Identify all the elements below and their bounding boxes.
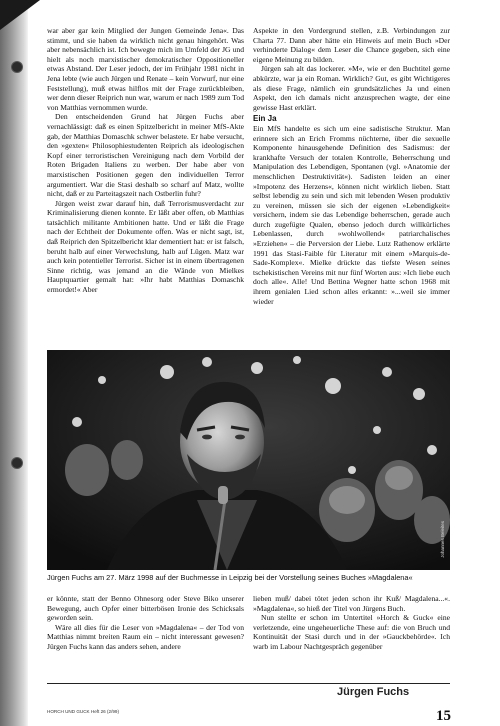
photo-credit: Johannes Beleites — [440, 521, 445, 558]
paragraph: Aspekte in den Vordergrund stellen, z.B. Verbindungen zur Charta 77. Dann aber hätte ein Hinweis auf mein Buch »Der verhinderte Dialog« dem Leser die Chance gegeben, sich eine eigene Meinung zu bilden. — [253, 26, 450, 64]
scan-edge-shadow — [0, 0, 28, 726]
right-column-top — [253, 26, 450, 306]
paragraph: Wäre all dies für die Leser von »Magdalena« – der Tod von Matthias nimmt breiten Raum ein – nicht interessant gewesen? Jürgen Fuchs kann das anders sehen, andere — [47, 622, 244, 651]
paragraph: lieben muß/ dabei tötet jeden schon ihr Kuß/ Magdalena...«. »Magdalena«, so hieß der Titel von Jürgens Buch. — [253, 594, 450, 613]
paragraph: Den entscheidenden Grund hat Jürgen Fuchs aber vernachlässigt: daß es einen Spitzelbericht in meiner MfS-Akte gab, der Matthias Domaschk schwer belastete. Er habe versucht, den »gexten« Philosophiestudenten Reiprich als ideologischen Kopf einer terroristischen Vereinigung nach dem Vorbild der Roten Brigaden Italiens zu werben. Der habe aber von marxistischen Positionen gegen den individuellen Terror argumentiert. War die Stasi deshalb so scharf auf Matz, wollte nicht, daß er zu Parteitagszeit nach Ostberlin fuhr? — [47, 112, 244, 199]
photo-illustration — [47, 350, 450, 570]
paragraph: Ein MfS handelte es sich um eine sadistische Struktur. Man erinnere sich an Erich Fromms nüchterne, über die sexuelle Komponente hinausgehende Definition des Sadismus: der krankhafte Versuch der totalen Kontrolle, Beherrschung und Manipulation des Lebendigen, Spontanen (vgl. »Anatomie der menschlichen Destruktivität«). Sadisten leiden an einer »Impotenz des Herzens«, können nicht wirklich lieben. Statt selbst lebendig zu sein und sich mit lebenden Wesen produktiv zu vereinen, müssen sie sich der eigenen »Lebendigkeit« versichern, indem sie das Lebendige beherrschen, gerade auch durch zugefügte Qualen, ebenso jedoch durch willkürliches Lebenlassen, durch »wohlwollend« patriarchalisches »Erziehen« – die Perversion der Liebe. Lutz Rathenow erklärte 1991 das Stasi-Faible für Literatur mit einem »Marquis-de-Sade-Komplex«. Mielke drückte das tiefste Wesen seines tschekistischen Vereins mit nur fünf Worten aus: »Ich liebe euch doch alle«. Alle! Und Bettina Wegner hatte schon 1968 mit ihrem genialen Lied schon alles erkannt: »...weil sie immer wieder — [253, 123, 450, 306]
punch-hole — [12, 62, 22, 72]
punch-hole — [12, 458, 22, 468]
paragraph: Jürgen weist zwar darauf hin, daß Terrorismusverdacht zur Kriminalisierung dienen konnte. Er läßt aber offen, ob Matthias tatsächlich militante Ambitionen hatte. Und er läßt die Frage nach der Echtheit der Dokumente offen. Was er nicht sagt, ist, daß Reiprich den Spitzelbericht klar dementiert hat: er ist falsch, beruht halb auf einer Verwechslung, halb auf Lügen. Matz war auch kein potentieller Terrorist. Sicher ist in einem übertragenen Sinne richtig, was jemand an die Wände von Mielkes Hauptquartier gemalt hat: »Ihr habt Matthias Domaschk ermordet!« Aber — [47, 198, 244, 295]
footer-rule — [47, 683, 450, 684]
page-number: 15 — [436, 708, 451, 724]
right-column-bottom — [253, 594, 450, 652]
photo-caption: Jürgen Fuchs am 27. März 1998 auf der Buchmesse in Leipzig bei der Vorstellung seines Buches »Magdalena« — [47, 573, 413, 582]
left-column-bottom — [47, 594, 244, 652]
publication-line: HORCH UND GUCK Heft 26 (2/99) — [47, 709, 119, 714]
paragraph: Jürgen sah alt das lockerer. »M«, wie er den Buchtitel gerne abkürzte, war ja ein Roman. Wirklich? Gut, es gibt Wichtigeres als diese Frage, nämlich ein grundsätzliches Ja und einen Aspekt, den ich damals nicht anzusprechen wagte, der eine gewisse Hast erklärt. — [253, 64, 450, 112]
paragraph: war aber gar kein Mitglied der Jungen Gemeinde Jena«. Das stimmt, und sie haben da wirklich nicht genau hingehört. Was aber nebensächlich ist. Ich bewegte mich im Umfeld der JG und hielt als noch marxistischer demokratischer Oppositioneller etwas Abstand. Der Leser jedoch, der im Frühjahr 1981 nicht in Jena lebte (wie auch Jürgen und Renate – kein Vorwurf, nur eine Feststellung), muß etwas hilflos mit der Frage zurückbleiben, wer denn dieser Reiprich nun war, warum er nach 1989 zum Tod von Matthias vernommen wurde. — [47, 26, 244, 112]
left-column-top — [47, 26, 244, 295]
paragraph: Nun stellte er schon im Untertitel »Horch & Guck« eine verletzende, eine ungeheuerliche These auf: die von Bruch und Kontinuität der Stasi durch und in der »Gauckbehörde«. Ich warb im Labour Nachtgespräch gegenüber — [253, 613, 450, 651]
running-title: Jürgen Fuchs — [337, 686, 410, 698]
section-subheading: Ein Ja — [253, 114, 277, 124]
article-photo — [47, 350, 450, 570]
paragraph: er könnte, statt der Benno Ohnesorg oder Steve Biko unserer Bewegung, auch Opfer einer bitterbösen Ironie des Schicksals geworden sein. — [47, 594, 244, 623]
